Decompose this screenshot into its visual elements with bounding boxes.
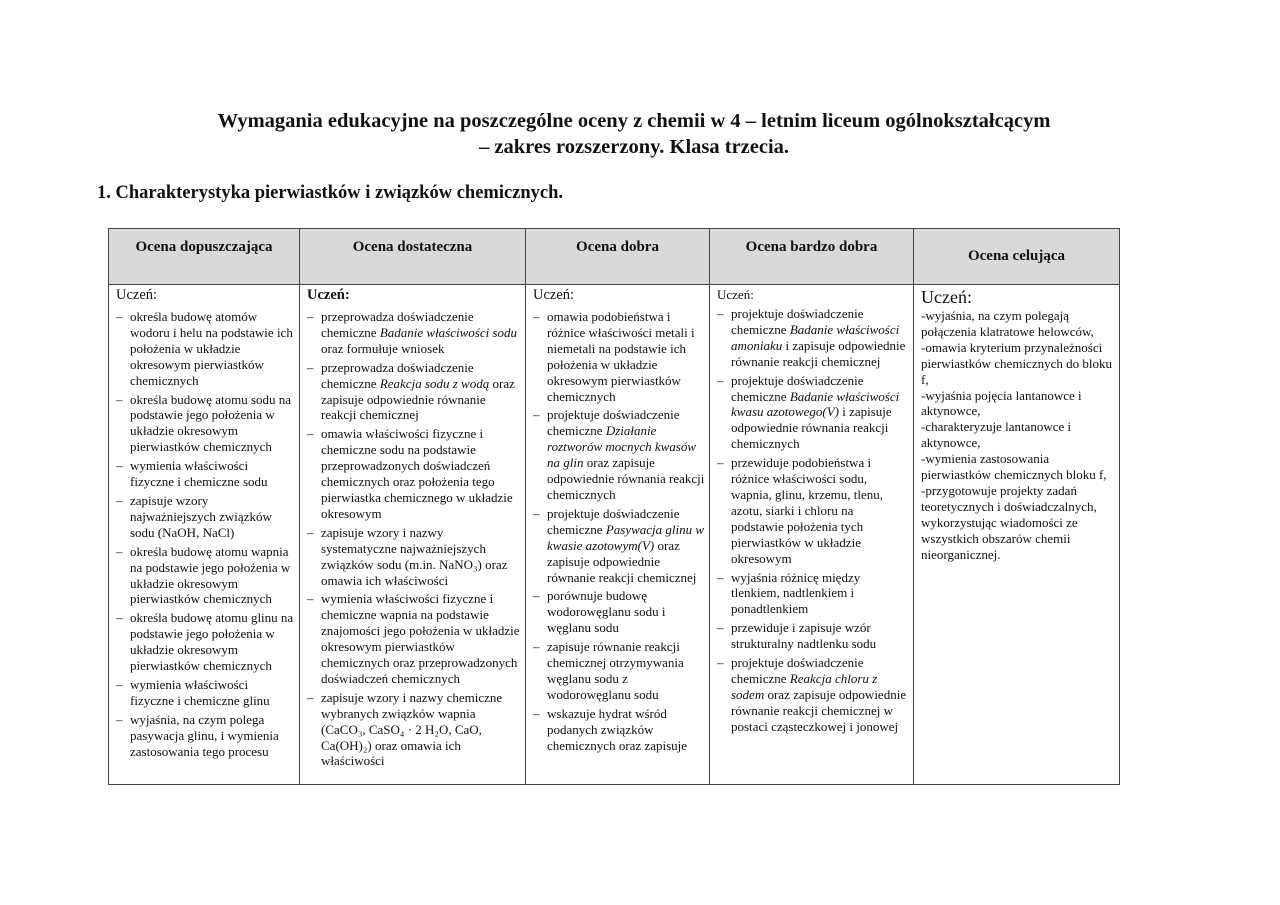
requirement-item: – zapisuje wzory najważniejszych związków sodu (NaOH, NaCl) [116, 493, 295, 541]
requirement-item: – przewiduje podobieństwa i różnice właściwości sodu, wapnia, glinu, krzemu, tlenu, azotu, siarki i chloru na podstawie położenia tych pierwiastków w układzie okresowym [717, 455, 909, 566]
requirement-item: – projektuje doświadczenie chemiczne Działanie roztworów mocnych kwasów na glin oraz zapisuje odpowiednie równania reakcji chemicznych [533, 407, 705, 502]
requirement-item: – wyjaśnia różnicę między tlenkiem, nadtlenkiem i ponadtlenkiem [717, 570, 909, 618]
requirement-item: – zapisuje wzory i nazwy systematyczne najważniejszych związków sodu (m.in. NaNO₃) oraz omawia ich właściwości [307, 525, 521, 589]
requirement-list [717, 306, 909, 735]
requirement-list [307, 309, 521, 769]
column-bardzo-dobra [710, 285, 914, 785]
requirement-item: – projektuje doświadczenie chemiczne Reakcja chloru z sodem oraz zapisuje odpowiednie równanie reakcji chemicznej w postaci cząsteczkowej i jonowej [717, 655, 909, 735]
title-line-2: – zakres rozszerzony. Klasa trzecia. [478, 136, 790, 158]
requirement-item: – projektuje doświadczenie chemiczne Badanie właściwości kwasu azotowego(V) i zapisuje odpowiednie równania reakcji chemicznych [717, 373, 909, 453]
requirement-item: – wymienia właściwości fizyczne i chemiczne sodu [116, 458, 295, 490]
requirement-list [533, 309, 705, 753]
requirement-item: – określa budowę atomu glinu na podstawie jego położenia w układzie okresowym pierwiastków chemicznych [116, 610, 295, 674]
requirement-item: – określa budowę atomów wodoru i helu na podstawie ich położenia w układzie okresowym pierwiastków chemicznych [116, 309, 295, 389]
requirement-item: – wymienia właściwości fizyczne i chemiczne glinu [116, 677, 295, 709]
column-celujaca [914, 285, 1120, 785]
requirement-item: – projektuje doświadczenie chemiczne Pasywacja glinu w kwasie azotowym(V) oraz zapisuje odpowiednie równanie reakcji chemicznej [533, 506, 705, 586]
requirements-table [108, 228, 1120, 785]
requirement-item: – przeprowadza doświadczenie chemiczne Reakcja sodu z wodą oraz zapisuje odpowiednie równanie reakcji chemicznej [307, 360, 521, 424]
student-intro: Uczeń: [116, 287, 158, 303]
requirement-item: – określa budowę atomu sodu na podstawie jego położenia w układzie okresowym pierwiastków chemicznych [116, 392, 295, 456]
header-grade-bardzo-dobra: Ocena bardzo dobra [710, 229, 914, 285]
requirement-item: – zapisuje wzory i nazwy chemiczne wybranych związków wapnia (CaCO₃, CaSO₄ · 2 H₂O, CaO, Ca(OH)₂) oraz omawia ich właściwości [307, 690, 521, 770]
requirement-list [116, 309, 295, 759]
student-intro: Uczeń: [717, 287, 754, 302]
document-title [0, 108, 1268, 160]
requirement-item: – porównuje budowę wodorowęglanu sodu i węglanu sodu [533, 588, 705, 636]
student-intro: Uczeń: [921, 287, 972, 307]
requirement-item: – przeprowadza doświadczenie chemiczne Badanie właściwości sodu oraz formułuje wniosek [307, 309, 521, 357]
content-row [109, 285, 1120, 785]
column-dobra [526, 285, 710, 785]
requirement-item: – wyjaśnia, na czym polega pasywacja glinu, i wymienia zastosowania tego procesu [116, 712, 295, 760]
header-grade-celujaca: Ocena celująca [914, 229, 1120, 285]
column-dopuszczajaca [109, 285, 300, 785]
requirement-item: – przewiduje i zapisuje wzór strukturalny nadtlenku sodu [717, 620, 909, 652]
student-intro: Uczeń: [533, 287, 575, 303]
header-grade-dostateczna: Ocena dostateczna [300, 229, 526, 285]
requirement-item: – projektuje doświadczenie chemiczne Badanie właściwości amoniaku i zapisuje odpowiednie równanie reakcji chemicznej [717, 306, 909, 370]
title-line-1: Wymagania edukacyjne na poszczególne oceny z chemii w 4 – letnim liceum ogólnokształcącym [217, 110, 1051, 132]
header-grade-dopuszczajaca: Ocena dopuszczająca [109, 229, 300, 285]
header-grade-dobra: Ocena dobra [526, 229, 710, 285]
requirement-item: – wskazuje hydrat wśród podanych związków chemicznych oraz zapisuje [533, 706, 705, 754]
section-heading: 1. Charakterystyka pierwiastków i związków chemicznych. [97, 183, 564, 203]
requirement-item: – zapisuje równanie reakcji chemicznej otrzymywania węglanu sodu z wodorowęglanu sodu [533, 639, 705, 703]
requirement-item: – omawia właściwości fizyczne i chemiczne sodu na podstawie przeprowadzonych doświadczeń chemicznych oraz położenia tego pierwiastka chemicznego w układzie okresowym [307, 426, 521, 521]
requirement-item: – określa budowę atomu wapnia na podstawie jego położenia w układzie okresowym pierwiastków chemicznych [116, 544, 295, 608]
column-dostateczna [300, 285, 526, 785]
requirement-item: – wymienia właściwości fizyczne i chemiczne wapnia na podstawie znajomości jego położenia w układzie okresowym pierwiastków chemicznych oraz przeprowadzonych doświadczeń chemicznych [307, 591, 521, 686]
student-intro: Uczeń: [307, 287, 350, 303]
requirement-item: – omawia podobieństwa i różnice właściwości metali i niemetali na podstawie ich położenia w układzie okresowym pierwiastków chemicznych [533, 309, 705, 404]
requirement-text: -wyjaśnia, na czym polegają połączenia klatratowe helowców, -omawia kryterium przynależności pierwiastków chemicznych do bloku f, -wyjaśnia pojęcia lantanowce i aktynowce, -charakteryzuje lantanowce i aktynowce, -wymienia zastosowania pierwiastków chemicznych bloku f, -przygotowuje projekty zadań teoretycznych i doświadczalnych, wykorzystując wiadomości ze wszystkich obszarów chemii nieorganicznej. [921, 308, 1112, 562]
header-row [109, 229, 1120, 285]
